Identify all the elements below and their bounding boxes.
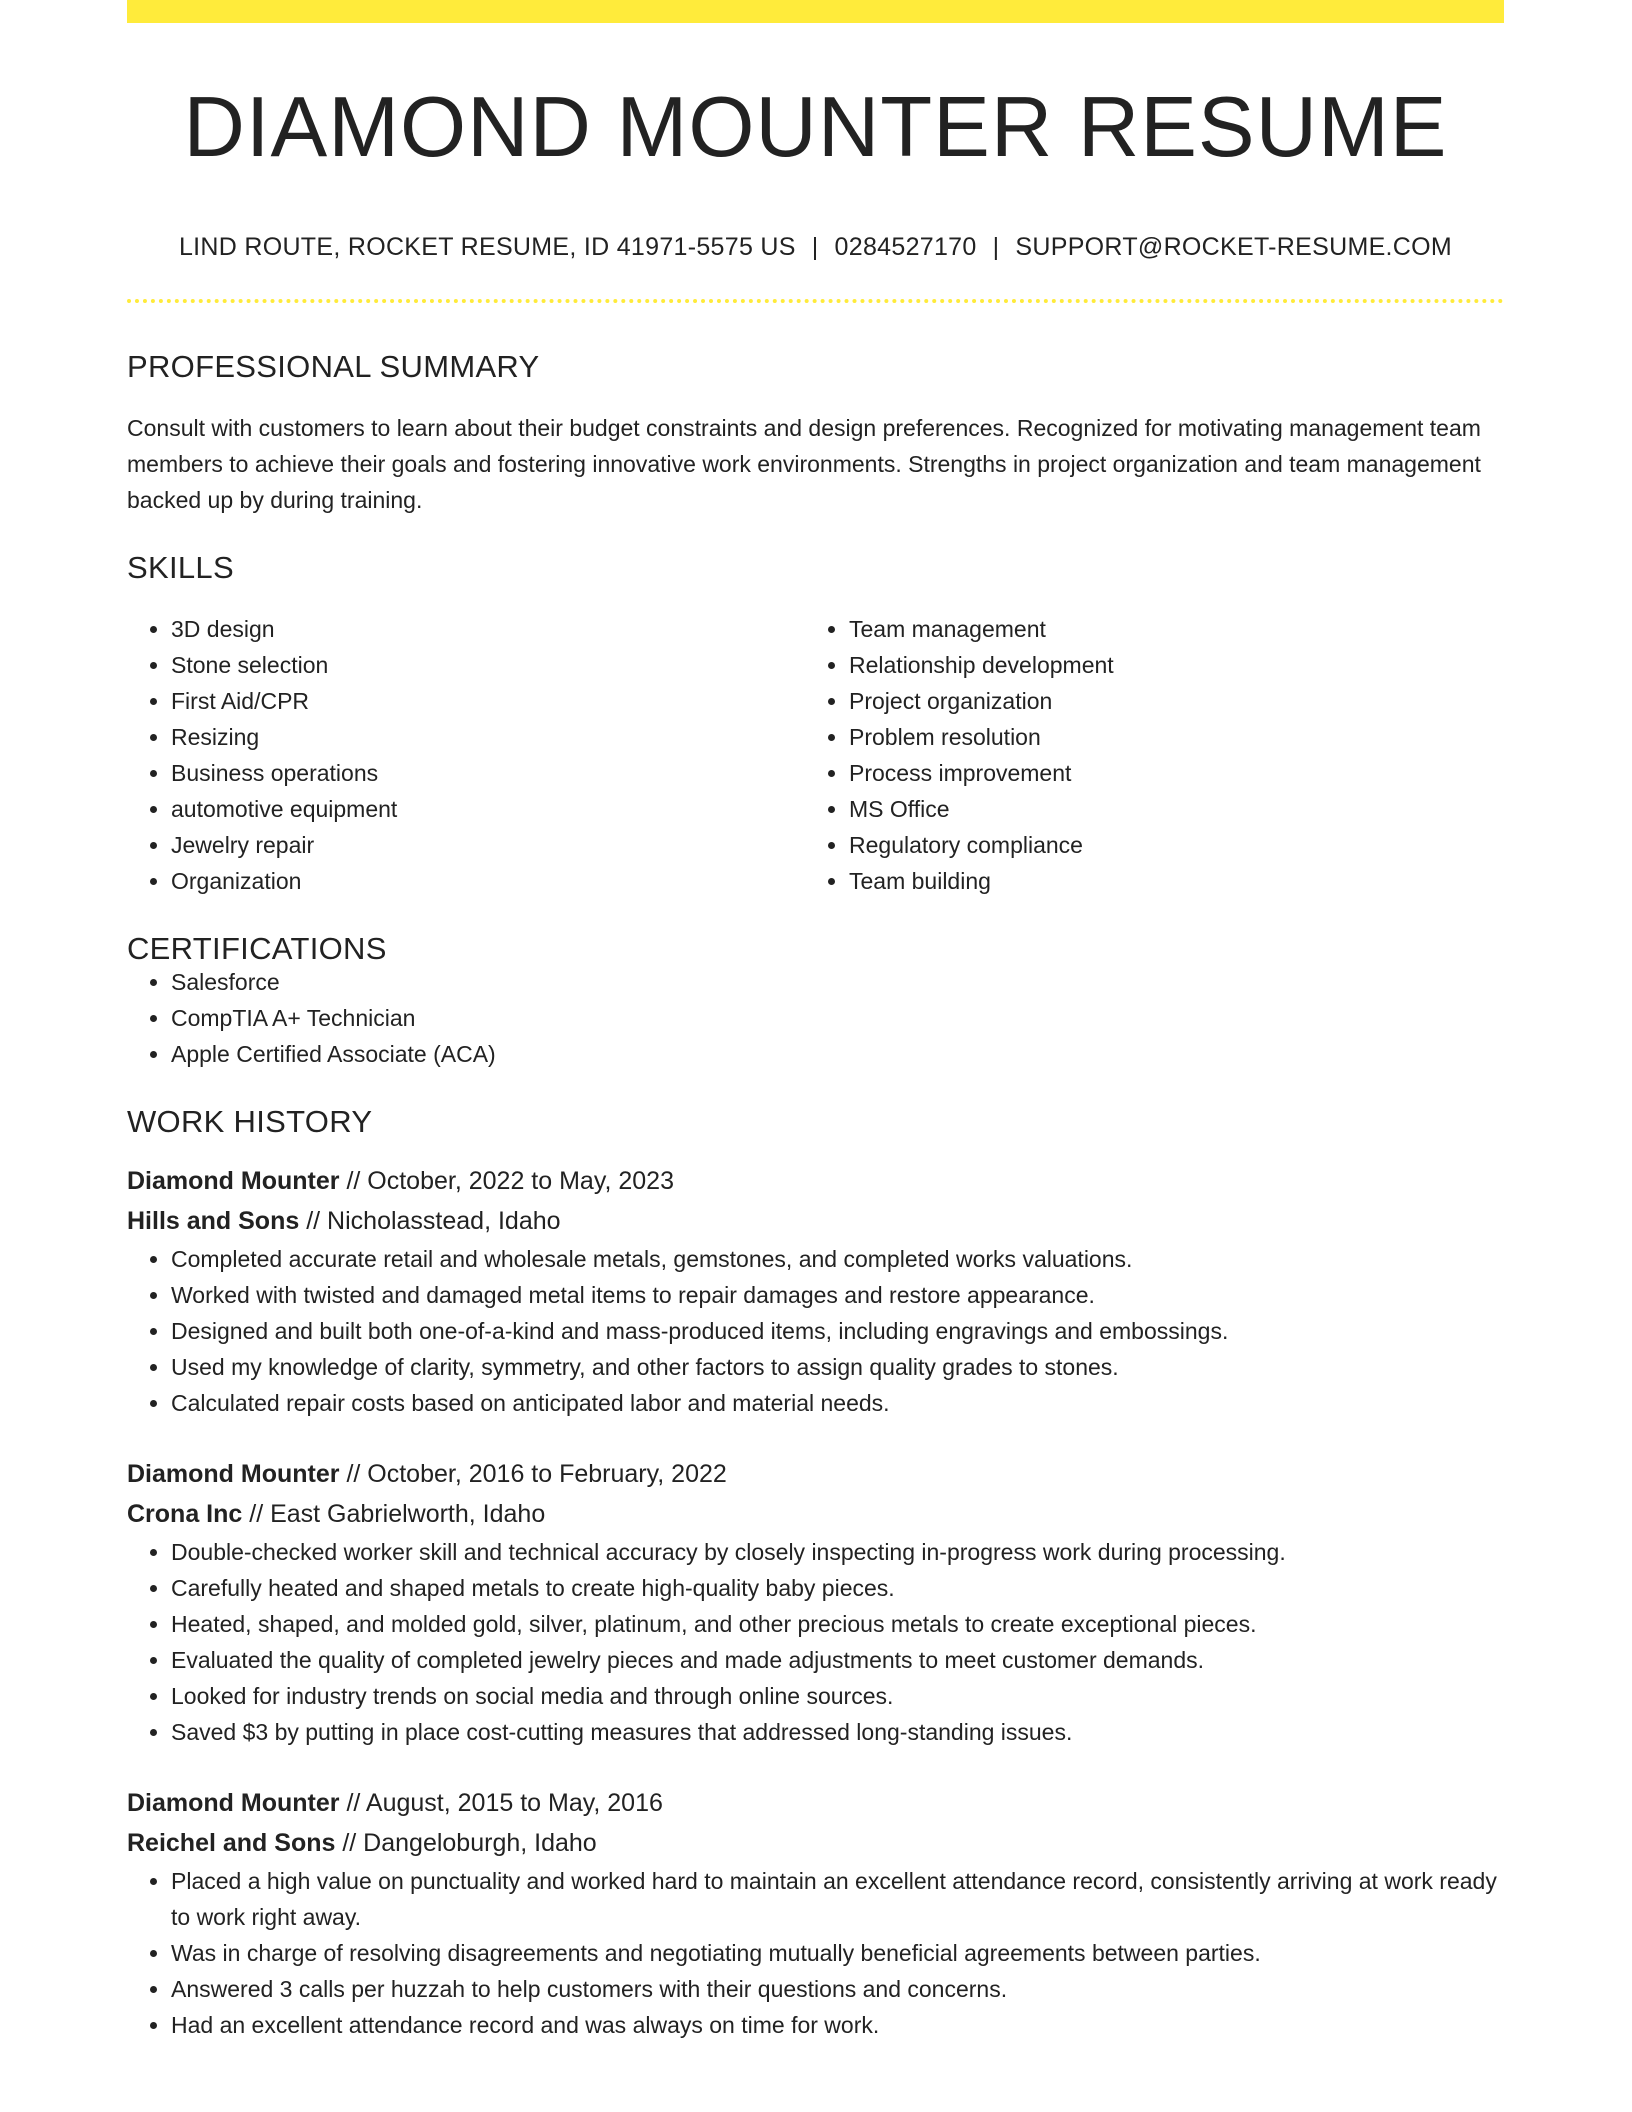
skills-grid <box>127 611 1504 899</box>
skills-column-right <box>805 611 1483 899</box>
job-company: Crona Inc <box>127 1500 243 1528</box>
skill-item: • Stone selection <box>171 647 805 683</box>
top-accent-bar <box>127 0 1504 23</box>
summary-heading: PROFESSIONAL SUMMARY <box>127 349 540 384</box>
job-role: Diamond Mounter <box>127 1167 340 1195</box>
skill-item: • Regulatory compliance <box>849 827 1483 863</box>
job-bullet-list <box>127 1863 1504 2043</box>
job-bullet: • Placed a high value on punctuality and worked hard to maintain an excellent attendance record, consistently arriving at work ready to work right away. <box>171 1863 1504 1935</box>
contact-separator: | <box>992 233 1000 261</box>
skill-item: • Team building <box>849 863 1483 899</box>
job-role-line <box>127 1454 1504 1494</box>
skill-item: • automotive equipment <box>171 791 805 827</box>
certifications-list <box>127 964 1504 1072</box>
resume-title: DIAMOND MOUNTER RESUME <box>183 80 1448 175</box>
contact-email: SUPPORT@ROCKET-RESUME.COM <box>1015 233 1453 261</box>
job-company: Hills and Sons <box>127 1207 300 1235</box>
job-role: Diamond Mounter <box>127 1460 340 1488</box>
skill-item: • 3D design <box>171 611 805 647</box>
job-role: Diamond Mounter <box>127 1789 340 1817</box>
job-company: Reichel and Sons <box>127 1829 336 1857</box>
job-entry <box>127 1454 1504 1750</box>
job-bullet-list <box>127 1241 1504 1421</box>
contact-phone: 0284527170 <box>834 233 977 261</box>
job-dates: // October, 2022 to May, 2023 <box>346 1167 674 1195</box>
job-dates: // August, 2015 to May, 2016 <box>346 1789 663 1817</box>
contact-line <box>127 235 1504 260</box>
skill-item: • First Aid/CPR <box>171 683 805 719</box>
job-company-line <box>127 1494 1504 1534</box>
job-bullet: • Completed accurate retail and wholesale metals, gemstones, and completed works valuations. <box>171 1241 1504 1277</box>
job-location: // Dangeloburgh, Idaho <box>342 1829 597 1857</box>
job-bullet: • Answered 3 calls per huzzah to help customers with their questions and concerns. <box>171 1971 1504 2007</box>
work-history-heading: WORK HISTORY <box>127 1104 373 1139</box>
skill-item: • Process improvement <box>849 755 1483 791</box>
job-bullet: • Was in charge of resolving disagreements and negotiating mutually beneficial agreements between parties. <box>171 1935 1504 1971</box>
summary-text: Consult with customers to learn about their budget constraints and design preferences. Recognized for motivating management team members to achieve their goals and fostering innovative work environments. Strengths in project organization and team management backed up by during training. <box>127 415 1481 513</box>
skill-item: • Problem resolution <box>849 719 1483 755</box>
certification-item: • CompTIA A+ Technician <box>171 1000 1504 1036</box>
contact-address: LIND ROUTE, ROCKET RESUME, ID 41971-5575 US <box>178 233 796 261</box>
job-location: // Nicholasstead, Idaho <box>306 1207 561 1235</box>
job-role-line <box>127 1783 1504 1823</box>
skill-item: • Organization <box>171 863 805 899</box>
certifications-heading: CERTIFICATIONS <box>127 931 387 966</box>
job-bullet: • Designed and built both one-of-a-kind and mass-produced items, including engravings and embossings. <box>171 1313 1504 1349</box>
contact-separator: | <box>811 233 819 261</box>
certification-item: • Apple Certified Associate (ACA) <box>171 1036 1504 1072</box>
skill-item: • Resizing <box>171 719 805 755</box>
job-bullet: • Worked with twisted and damaged metal items to repair damages and restore appearance. <box>171 1277 1504 1313</box>
skills-heading: SKILLS <box>127 550 234 585</box>
job-bullet: • Used my knowledge of clarity, symmetry, and other factors to assign quality grades to stones. <box>171 1349 1504 1385</box>
certification-item: • Salesforce <box>171 964 1504 1000</box>
job-company-line <box>127 1201 1504 1241</box>
job-location: // East Gabrielworth, Idaho <box>249 1500 546 1528</box>
job-role-line <box>127 1161 1504 1201</box>
job-entry <box>127 1161 1504 1421</box>
job-bullet: • Double-checked worker skill and technical accuracy by closely inspecting in-progress work during processing. <box>171 1534 1504 1570</box>
dotted-divider <box>127 299 1504 303</box>
skill-item: • Jewelry repair <box>171 827 805 863</box>
job-bullet: • Carefully heated and shaped metals to create high-quality baby pieces. <box>171 1570 1504 1606</box>
job-bullet: • Evaluated the quality of completed jewelry pieces and made adjustments to meet customer demands. <box>171 1642 1504 1678</box>
job-bullet: • Calculated repair costs based on anticipated labor and material needs. <box>171 1385 1504 1421</box>
job-bullet-list <box>127 1534 1504 1750</box>
job-company-line <box>127 1823 1504 1863</box>
job-bullet: • Had an excellent attendance record and was always on time for work. <box>171 2007 1504 2043</box>
skills-column-left <box>127 611 805 899</box>
skill-item: • Relationship development <box>849 647 1483 683</box>
job-bullet: • Saved $3 by putting in place cost-cutting measures that addressed long-standing issues. <box>171 1714 1504 1750</box>
skill-item: • Project organization <box>849 683 1483 719</box>
skill-item: • Business operations <box>171 755 805 791</box>
skill-item: • MS Office <box>849 791 1483 827</box>
skill-item: • Team management <box>849 611 1483 647</box>
job-bullet: • Looked for industry trends on social media and through online sources. <box>171 1678 1504 1714</box>
resume-page <box>127 0 1504 2043</box>
job-entry <box>127 1783 1504 2043</box>
job-bullet: • Heated, shaped, and molded gold, silver, platinum, and other precious metals to create exceptional pieces. <box>171 1606 1504 1642</box>
job-dates: // October, 2016 to February, 2022 <box>346 1460 727 1488</box>
